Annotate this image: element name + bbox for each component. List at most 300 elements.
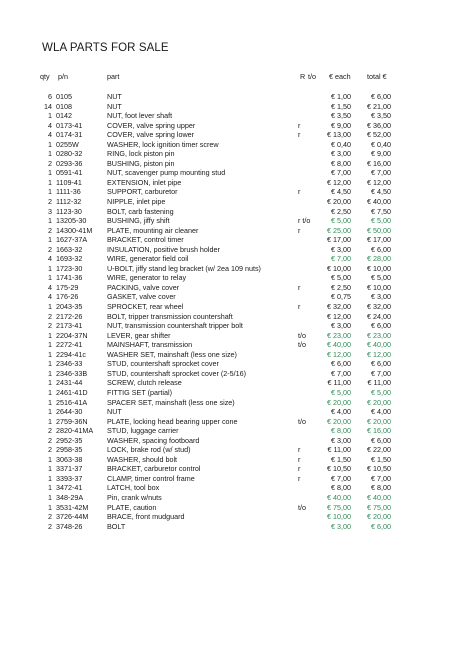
flag-cell: t/o xyxy=(298,340,306,350)
part-description-cell: LEVER, gear shifter xyxy=(107,330,171,340)
table-row xyxy=(0,264,459,274)
qty-cell: 1 xyxy=(48,216,52,226)
table-row xyxy=(0,121,459,131)
part-number-cell: 2759-36N xyxy=(56,416,88,426)
part-number-cell: 2346-33B xyxy=(56,368,88,378)
part-description-cell: WASHER, spacing footboard xyxy=(107,435,200,445)
qty-cell: 2 xyxy=(48,225,52,235)
total-price-cell: € 23,00 xyxy=(367,330,391,340)
part-number-cell: 176-26 xyxy=(56,292,79,302)
qty-cell: 1 xyxy=(48,139,52,149)
table-row xyxy=(0,350,459,360)
total-price-cell: € 4,00 xyxy=(371,407,391,417)
part-number-cell: 3371-37 xyxy=(56,464,83,474)
part-number-cell: 2043-35 xyxy=(56,302,83,312)
total-price-cell: € 17,00 xyxy=(367,235,391,245)
qty-cell: 1 xyxy=(48,330,52,340)
unit-price-cell: € 7,00 xyxy=(331,368,351,378)
qty-cell: 1 xyxy=(48,168,52,178)
qty-cell: 1 xyxy=(48,235,52,245)
unit-price-cell: € 0,40 xyxy=(331,139,351,149)
part-description-cell: COVER, valve spring lower xyxy=(107,130,195,140)
unit-price-cell: € 1,50 xyxy=(331,101,351,111)
qty-cell: 1 xyxy=(48,492,52,502)
total-price-cell: € 40,00 xyxy=(367,340,391,350)
unit-price-cell: € 2,50 xyxy=(331,282,351,292)
unit-price-cell: € 10,00 xyxy=(327,512,351,522)
unit-price-cell: € 0,75 xyxy=(331,292,351,302)
part-number-cell: 14300-41M xyxy=(56,225,93,235)
unit-price-cell: € 25,00 xyxy=(327,225,351,235)
qty-cell: 2 xyxy=(48,445,52,455)
total-price-cell: € 6,00 xyxy=(371,521,391,531)
part-number-cell: 0105 xyxy=(56,92,72,101)
part-description-cell: PLATE, mounting air cleaner xyxy=(107,225,199,235)
table-row xyxy=(0,302,459,312)
unit-price-cell: € 12,00 xyxy=(327,349,351,359)
part-description-cell: MAINSHAFT, transmission xyxy=(107,340,193,350)
total-price-cell: € 0,40 xyxy=(371,139,391,149)
part-description-cell: SCREW, clutch release xyxy=(107,378,182,388)
part-description-cell: BOLT, tripper transmission countershaft xyxy=(107,311,233,321)
qty-cell: 2 xyxy=(48,426,52,436)
flag-cell: r xyxy=(298,464,301,474)
table-row xyxy=(0,378,459,388)
qty-cell: 2 xyxy=(48,521,52,531)
qty-cell: 2 xyxy=(48,512,52,522)
unit-price-cell: € 3,00 xyxy=(331,321,351,331)
table-row xyxy=(0,159,459,169)
unit-price-cell: € 5,00 xyxy=(331,273,351,283)
unit-price-cell: € 40,00 xyxy=(327,492,351,502)
part-number-cell: 2820-41MA xyxy=(56,426,94,436)
total-price-cell: € 7,50 xyxy=(371,206,391,216)
total-price-cell: € 32,00 xyxy=(367,302,391,312)
total-price-cell: € 5,00 xyxy=(371,216,391,226)
total-price-cell: € 5,00 xyxy=(371,273,391,283)
part-description-cell: PLATE, caution xyxy=(107,502,157,512)
flag-cell: t/o xyxy=(298,330,306,340)
table-row xyxy=(0,483,459,493)
part-number-cell: 2173-41 xyxy=(56,321,83,331)
part-number-cell: 0280-32 xyxy=(56,149,83,159)
part-description-cell: LATCH, tool box xyxy=(107,483,160,493)
unit-price-cell: € 3,00 xyxy=(331,435,351,445)
qty-cell: 4 xyxy=(48,130,52,140)
table-row xyxy=(0,512,459,522)
part-number-cell: 2346-33 xyxy=(56,359,83,369)
qty-cell: 4 xyxy=(48,254,52,264)
unit-price-cell: € 9,00 xyxy=(331,120,351,130)
qty-cell: 1 xyxy=(48,483,52,493)
table-row xyxy=(0,207,459,217)
table-row xyxy=(0,436,459,446)
part-description-cell: NUT, transmission countershaft tripper bolt xyxy=(107,321,243,331)
unit-price-cell: € 40,00 xyxy=(327,340,351,350)
unit-price-cell: € 1,50 xyxy=(331,454,351,464)
qty-cell: 1 xyxy=(48,349,52,359)
qty-cell: 1 xyxy=(48,502,52,512)
part-description-cell: STUD, countershaft sprocket cover xyxy=(107,359,219,369)
table-row xyxy=(0,197,459,207)
unit-price-cell: € 75,00 xyxy=(327,502,351,512)
qty-cell: 2 xyxy=(48,197,52,207)
table-row xyxy=(0,149,459,159)
total-price-cell: € 6,00 xyxy=(371,92,391,101)
qty-cell: 2 xyxy=(48,244,52,254)
total-price-cell: € 28,00 xyxy=(367,254,391,264)
qty-cell: 1 xyxy=(48,111,52,121)
part-number-cell: 0591-41 xyxy=(56,168,83,178)
unit-price-cell: € 10,50 xyxy=(327,464,351,474)
part-description-cell: EXTENSION, inlet pipe xyxy=(107,177,182,187)
table-row xyxy=(0,464,459,474)
table-row xyxy=(0,168,459,178)
part-description-cell: NUT xyxy=(107,407,122,417)
table-row xyxy=(0,388,459,398)
part-description-cell: BRACKET, control timer xyxy=(107,235,184,245)
unit-price-cell: € 8,00 xyxy=(331,158,351,168)
part-number-cell: 2172-26 xyxy=(56,311,83,321)
part-description-cell: STUD, countershaft sprocket cover (2-5/16) xyxy=(107,368,247,378)
total-price-cell: € 16,00 xyxy=(367,426,391,436)
unit-price-cell: € 3,00 xyxy=(331,149,351,159)
unit-price-cell: € 11,00 xyxy=(327,378,351,388)
part-number-cell: 1627-37A xyxy=(56,235,88,245)
qty-cell: 1 xyxy=(48,407,52,417)
unit-price-cell: € 10,00 xyxy=(327,263,351,273)
part-description-cell: PLATE, locking head bearing upper cone xyxy=(107,416,238,426)
part-number-cell: 3531-42M xyxy=(56,502,89,512)
part-number-cell: 1111-36 xyxy=(56,187,81,197)
part-description-cell: BOLT, carb fastening xyxy=(107,206,174,216)
unit-price-cell: € 2,50 xyxy=(331,206,351,216)
table-row xyxy=(0,92,459,102)
unit-price-cell: € 7,00 xyxy=(331,473,351,483)
part-number-cell: 2952-35 xyxy=(56,435,83,445)
total-price-cell: € 10,50 xyxy=(367,464,391,474)
unit-price-cell: € 20,00 xyxy=(327,397,351,407)
qty-cell: 6 xyxy=(48,92,52,101)
qty-cell: 1 xyxy=(48,473,52,483)
flag-cell: r xyxy=(298,473,301,483)
header-to: t/o xyxy=(308,72,316,81)
flag-cell: t/o xyxy=(298,502,306,512)
total-price-cell: € 4,50 xyxy=(371,187,391,197)
part-description-cell: STUD, luggage carrier xyxy=(107,426,179,436)
total-price-cell: € 24,00 xyxy=(367,311,391,321)
table-row xyxy=(0,340,459,350)
part-number-cell: 1741-36 xyxy=(56,273,83,283)
flag-cell: t/o xyxy=(298,416,306,426)
part-number-cell: 1663-32 xyxy=(56,244,83,254)
total-price-cell: € 75,00 xyxy=(367,502,391,512)
part-number-cell: 2272-41 xyxy=(56,340,83,350)
qty-cell: 1 xyxy=(48,177,52,187)
part-number-cell: 1693-32 xyxy=(56,254,83,264)
table-row xyxy=(0,503,459,513)
total-price-cell: € 8,00 xyxy=(371,483,391,493)
qty-cell: 1 xyxy=(48,464,52,474)
table-row xyxy=(0,445,459,455)
total-price-cell: € 40,00 xyxy=(367,197,391,207)
qty-cell: 4 xyxy=(48,282,52,292)
unit-price-cell: € 3,00 xyxy=(331,244,351,254)
part-description-cell: BOLT xyxy=(107,521,126,531)
total-price-cell: € 9,00 xyxy=(371,149,391,159)
unit-price-cell: € 12,00 xyxy=(327,311,351,321)
flag-cell: r xyxy=(298,454,301,464)
part-description-cell: PACKING, valve cover xyxy=(107,282,180,292)
part-number-cell: 0255W xyxy=(56,139,79,149)
qty-cell: 1 xyxy=(48,187,52,197)
table-row xyxy=(0,283,459,293)
unit-price-cell: € 23,00 xyxy=(327,330,351,340)
total-price-cell: € 1,50 xyxy=(371,454,391,464)
total-price-cell: € 12,00 xyxy=(367,349,391,359)
qty-cell: 1 xyxy=(48,273,52,283)
part-number-cell: 0174-31 xyxy=(56,130,83,140)
part-description-cell: INSULATION, positive brush holder xyxy=(107,244,220,254)
total-price-cell: € 36,00 xyxy=(367,120,391,130)
flag-cell: r xyxy=(298,120,301,130)
part-description-cell: BUSHING, jiffy shift xyxy=(107,216,170,226)
part-number-cell: 3726-44M xyxy=(56,512,89,522)
total-price-cell: € 52,00 xyxy=(367,130,391,140)
header-each: € each xyxy=(329,72,351,81)
qty-cell: 1 xyxy=(48,416,52,426)
table-row xyxy=(0,474,459,484)
unit-price-cell: € 7,00 xyxy=(331,254,351,264)
total-price-cell: € 6,00 xyxy=(371,435,391,445)
part-description-cell: NIPPLE, inlet pipe xyxy=(107,197,166,207)
part-description-cell: BRACE, front mudguard xyxy=(107,512,185,522)
flag-cell: r xyxy=(298,302,301,312)
part-description-cell: WIRE, generator field coil xyxy=(107,254,189,264)
qty-cell: 2 xyxy=(48,311,52,321)
part-description-cell: SPACER SET, mainshaft (less one size) xyxy=(107,397,235,407)
qty-cell: 3 xyxy=(48,206,52,216)
part-description-cell: WASHER SET, mainshaft (less one size) xyxy=(107,349,237,359)
part-description-cell: WIRE, generator to relay xyxy=(107,273,187,283)
total-price-cell: € 10,00 xyxy=(367,282,391,292)
table-row xyxy=(0,321,459,331)
part-number-cell: 3393-37 xyxy=(56,473,83,483)
part-description-cell: NUT xyxy=(107,92,122,101)
qty-cell: 1 xyxy=(48,340,52,350)
table-row xyxy=(0,226,459,236)
flag-cell: r xyxy=(298,225,301,235)
unit-price-cell: € 20,00 xyxy=(327,197,351,207)
total-price-cell: € 50,00 xyxy=(367,225,391,235)
part-description-cell: CLAMP, timer control frame xyxy=(107,473,195,483)
part-number-cell: 2461-41D xyxy=(56,387,88,397)
table-row xyxy=(0,398,459,408)
table-row xyxy=(0,130,459,140)
part-description-cell: WASHER, should bolt xyxy=(107,454,178,464)
flag-cell: r t/o xyxy=(298,216,311,226)
total-price-cell: € 7,00 xyxy=(371,168,391,178)
table-row xyxy=(0,292,459,302)
qty-cell: 1 xyxy=(48,302,52,312)
total-price-cell: € 7,00 xyxy=(371,368,391,378)
parts-list xyxy=(0,92,459,531)
header-r: R xyxy=(300,72,306,81)
unit-price-cell: € 12,00 xyxy=(327,177,351,187)
table-row xyxy=(0,140,459,150)
flag-cell: r xyxy=(298,187,301,197)
part-description-cell: NUT xyxy=(107,101,122,111)
part-number-cell: 3748-26 xyxy=(56,521,83,531)
total-price-cell: € 3,00 xyxy=(371,292,391,302)
table-row xyxy=(0,369,459,379)
qty-cell: 4 xyxy=(48,120,52,130)
table-row xyxy=(0,178,459,188)
unit-price-cell: € 5,00 xyxy=(331,387,351,397)
unit-price-cell: € 7,00 xyxy=(331,168,351,178)
header-part: part xyxy=(107,72,120,81)
total-price-cell: € 20,00 xyxy=(367,512,391,522)
part-number-cell: 2644-30 xyxy=(56,407,83,417)
part-description-cell: FITTIG SET (partial) xyxy=(107,387,172,397)
qty-cell: 1 xyxy=(48,263,52,273)
total-price-cell: € 12,00 xyxy=(367,177,391,187)
header-pn: p/n xyxy=(58,72,68,81)
part-number-cell: 2294-41c xyxy=(56,349,86,359)
qty-cell: 2 xyxy=(48,321,52,331)
qty-cell: 2 xyxy=(48,158,52,168)
total-price-cell: € 10,00 xyxy=(367,263,391,273)
unit-price-cell: € 8,00 xyxy=(331,483,351,493)
table-row xyxy=(0,455,459,465)
unit-price-cell: € 3,50 xyxy=(331,111,351,121)
part-description-cell: WASHER, lock ignition timer screw xyxy=(107,139,219,149)
table-row xyxy=(0,426,459,436)
part-number-cell: 0293-36 xyxy=(56,158,83,168)
total-price-cell: € 40,00 xyxy=(367,492,391,502)
part-number-cell: 175-29 xyxy=(56,282,79,292)
table-row xyxy=(0,187,459,197)
qty-cell: 2 xyxy=(48,435,52,445)
table-row xyxy=(0,111,459,121)
table-row xyxy=(0,493,459,503)
part-number-cell: 1109-41 xyxy=(56,177,82,187)
table-row xyxy=(0,273,459,283)
qty-cell: 14 xyxy=(44,101,52,111)
total-price-cell: € 5,00 xyxy=(371,387,391,397)
table-row xyxy=(0,312,459,322)
part-number-cell: 2516-41A xyxy=(56,397,88,407)
unit-price-cell: € 6,00 xyxy=(331,359,351,369)
unit-price-cell: € 1,00 xyxy=(331,92,351,101)
table-row xyxy=(0,331,459,341)
qty-cell: 1 xyxy=(48,387,52,397)
part-description-cell: GASKET, valve cover xyxy=(107,292,176,302)
flag-cell: r xyxy=(298,130,301,140)
unit-price-cell: € 32,00 xyxy=(327,302,351,312)
part-number-cell: 1123-30 xyxy=(56,206,82,216)
part-number-cell: 0108 xyxy=(56,101,72,111)
unit-price-cell: € 11,00 xyxy=(327,445,351,455)
table-row xyxy=(0,216,459,226)
qty-cell: 1 xyxy=(48,454,52,464)
qty-cell: 4 xyxy=(48,292,52,302)
header-qty: qty xyxy=(40,72,50,81)
table-row xyxy=(0,235,459,245)
total-price-cell: € 21,00 xyxy=(367,101,391,111)
part-number-cell: 0142 xyxy=(56,111,72,121)
qty-cell: 1 xyxy=(48,368,52,378)
unit-price-cell: € 8,00 xyxy=(331,426,351,436)
part-description-cell: NUT, scavenger pump mounting stud xyxy=(107,168,226,178)
total-price-cell: € 6,00 xyxy=(371,244,391,254)
part-description-cell: SUPPORT, carburetor xyxy=(107,187,178,197)
part-description-cell: COVER, valve spring upper xyxy=(107,120,196,130)
part-description-cell: BUSHING, piston pin xyxy=(107,158,175,168)
total-price-cell: € 6,00 xyxy=(371,321,391,331)
part-description-cell: Pin, crank w/nuts xyxy=(107,492,162,502)
total-price-cell: € 20,00 xyxy=(367,397,391,407)
part-description-cell: U-BOLT, jiffy stand leg bracket (w/ 2ea 109 nuts) xyxy=(107,263,261,273)
table-row xyxy=(0,102,459,112)
part-number-cell: 2204-37N xyxy=(56,330,88,340)
unit-price-cell: € 17,00 xyxy=(327,235,351,245)
page-title: WLA PARTS FOR SALE xyxy=(42,42,169,54)
part-description-cell: RING, lock piston pin xyxy=(107,149,175,159)
part-number-cell: 348-29A xyxy=(56,492,84,502)
part-description-cell: LOCK, brake rod (w/ stud) xyxy=(107,445,191,455)
part-number-cell: 3063-38 xyxy=(56,454,83,464)
qty-cell: 1 xyxy=(48,397,52,407)
table-row xyxy=(0,245,459,255)
unit-price-cell: € 20,00 xyxy=(327,416,351,426)
total-price-cell: € 20,00 xyxy=(367,416,391,426)
table-row xyxy=(0,417,459,427)
flag-cell: r xyxy=(298,282,301,292)
part-description-cell: NUT, foot lever shaft xyxy=(107,111,173,121)
total-price-cell: € 6,00 xyxy=(371,359,391,369)
table-row xyxy=(0,522,459,532)
part-description-cell: BRACKET, carburetor control xyxy=(107,464,201,474)
part-description-cell: SPROCKET, rear wheel xyxy=(107,302,184,312)
flag-cell: r xyxy=(298,445,301,455)
total-price-cell: € 22,00 xyxy=(367,445,391,455)
table-row xyxy=(0,359,459,369)
qty-cell: 1 xyxy=(48,149,52,159)
part-number-cell: 2431-44 xyxy=(56,378,83,388)
part-number-cell: 3472-41 xyxy=(56,483,83,493)
unit-price-cell: € 13,00 xyxy=(327,130,351,140)
total-price-cell: € 7,00 xyxy=(371,473,391,483)
unit-price-cell: € 4,50 xyxy=(331,187,351,197)
total-price-cell: € 11,00 xyxy=(367,378,391,388)
part-number-cell: 13205-30 xyxy=(56,216,87,226)
part-number-cell: 0173-41 xyxy=(56,120,83,130)
header-total: total € xyxy=(367,72,387,81)
total-price-cell: € 16,00 xyxy=(367,158,391,168)
qty-cell: 1 xyxy=(48,359,52,369)
table-row xyxy=(0,407,459,417)
part-number-cell: 1112-32 xyxy=(56,197,82,207)
unit-price-cell: € 5,00 xyxy=(331,216,351,226)
unit-price-cell: € 4,00 xyxy=(331,407,351,417)
table-row xyxy=(0,254,459,264)
part-number-cell: 2958-35 xyxy=(56,445,83,455)
unit-price-cell: € 3,00 xyxy=(331,521,351,531)
part-number-cell: 1723-30 xyxy=(56,263,83,273)
qty-cell: 1 xyxy=(48,378,52,388)
total-price-cell: € 3,50 xyxy=(371,111,391,121)
